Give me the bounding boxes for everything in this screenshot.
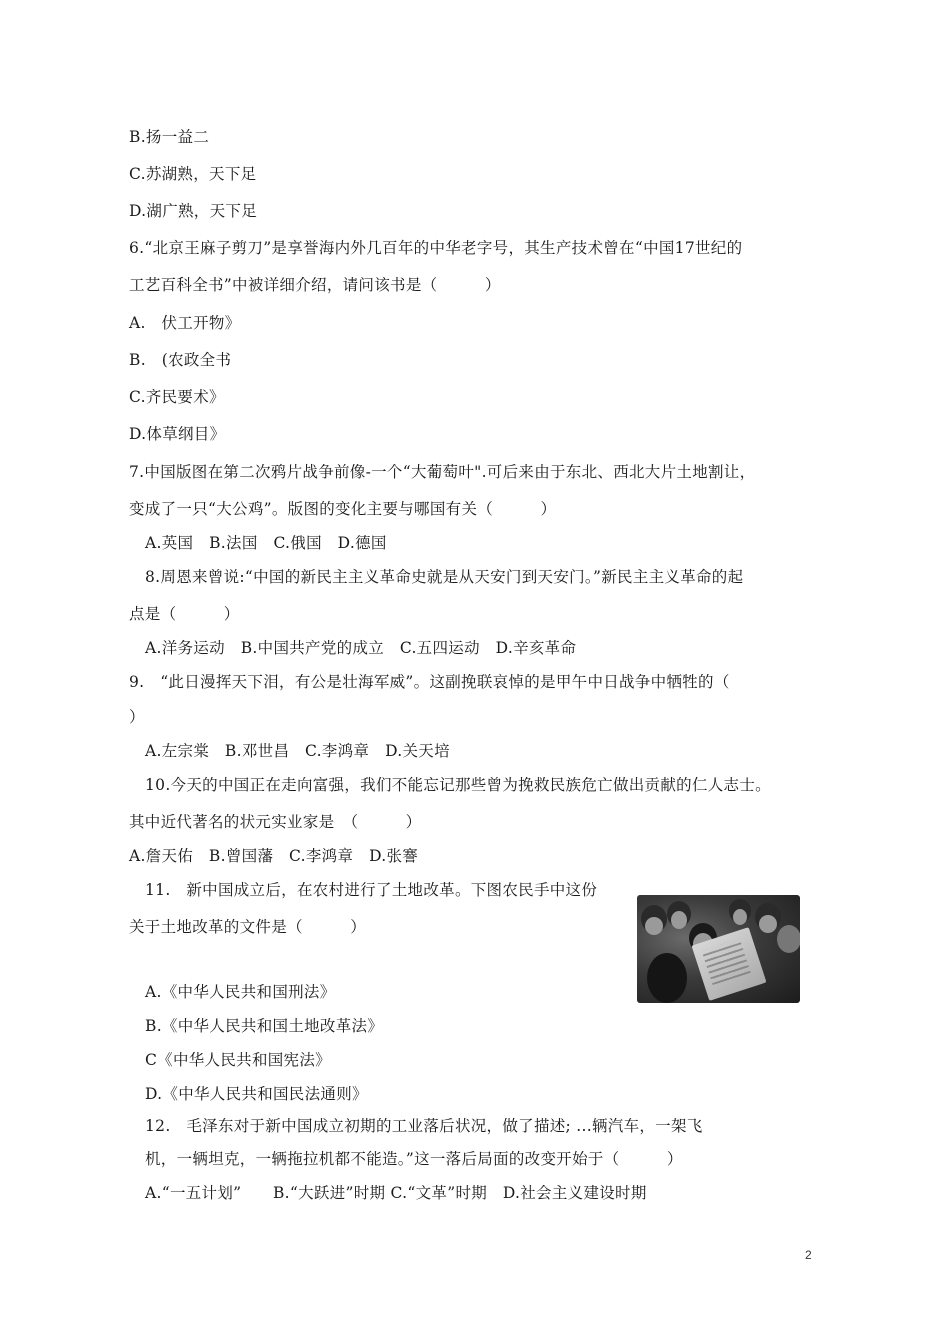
- option-11a: A.《中华人民共和国刑法》: [145, 983, 336, 1001]
- option-6d: D.体草纲目》: [129, 425, 226, 443]
- option-11c: C《中华人民共和国宪法》: [145, 1051, 331, 1069]
- options-7: A.英国 B.法国 C.俄国 D.德国: [145, 534, 387, 552]
- question-6-line-1: 6.“北京王麻子剪刀”是享誉海内外几百年的中华老字号，其生产技术曾在“中国17世纪的: [129, 239, 743, 257]
- option-5d: D.湖广熟，天下足: [129, 202, 258, 220]
- options-8: A.洋务运动 B.中国共产党的成立 C.五四运动 D.辛亥革命: [145, 639, 577, 657]
- land-reform-photo: [637, 895, 800, 1003]
- question-12-line-1: 12. 毛泽东对于新中国成立初期的工业落后状况，做了描述; ...辆汽车，一架飞: [145, 1117, 703, 1135]
- option-5b: B.扬一益二: [129, 128, 210, 146]
- options-10: A.詹天佑 B.曾国藩 C.李鸿章 D.张謇: [129, 847, 419, 865]
- question-8-line-2: 点是（ ）: [129, 605, 240, 623]
- option-6c: C.齐民要术》: [129, 388, 225, 406]
- page-number: 2: [805, 1248, 812, 1262]
- option-6a: A. 伏工开物》: [129, 314, 241, 332]
- option-6b: B. (农政全书: [129, 351, 232, 369]
- question-7-line-1: 7.中国版图在第二次鸦片战争前像-一个“大葡萄叶".可后来由于东北、西北大片土地割让，: [129, 463, 756, 481]
- option-5c: C.苏湖熟，天下足: [129, 165, 257, 183]
- options-12: A.“一五计划” B.“大跃进”时期 C.“文革”时期 D.社会主义建设时期: [145, 1184, 647, 1202]
- question-8-line-1: 8.周恩来曾说:“中国的新民主主义革命史就是从天安门到天安门。”新民主主义革命的起: [145, 568, 744, 586]
- question-9-line-1: 9. “此日漫挥天下泪，有公是壮海军威”。这副挽联哀悼的是甲午中日战争中牺牲的（: [129, 673, 730, 691]
- question-11-line-1: 11. 新中国成立后，在农村进行了土地改革。下图农民手中这份: [145, 881, 598, 899]
- question-9-line-2: ）: [129, 708, 145, 726]
- question-6-line-2: 工艺百科全书”中被详细介绍，请问该书是（ ）: [129, 276, 501, 294]
- options-9: A.左宗棠 B.邓世昌 C.李鸿章 D.关天培: [145, 742, 450, 760]
- question-7-line-2: 变成了一只“大公鸡”。版图的变化主要与哪国有关（ ）: [129, 500, 557, 518]
- question-11-line-2: 关于土地改革的文件是（ ）: [129, 918, 367, 936]
- question-10-line-2: 其中近代著名的状元实业家是 （ ）: [129, 813, 422, 831]
- question-12-line-2: 机，一辆坦克，一辆拖拉机都不能造。”这一落后局面的改变开始于（ ）: [145, 1150, 683, 1168]
- option-11b: B.《中华人民共和国土地改革法》: [145, 1017, 384, 1035]
- question-10-line-1: 10.今天的中国正在走向富强，我们不能忘记那些曾为挽救民族危亡做出贡献的仁人志士。: [145, 776, 771, 794]
- option-11d: D.《中华人民共和国民法通则》: [145, 1085, 368, 1103]
